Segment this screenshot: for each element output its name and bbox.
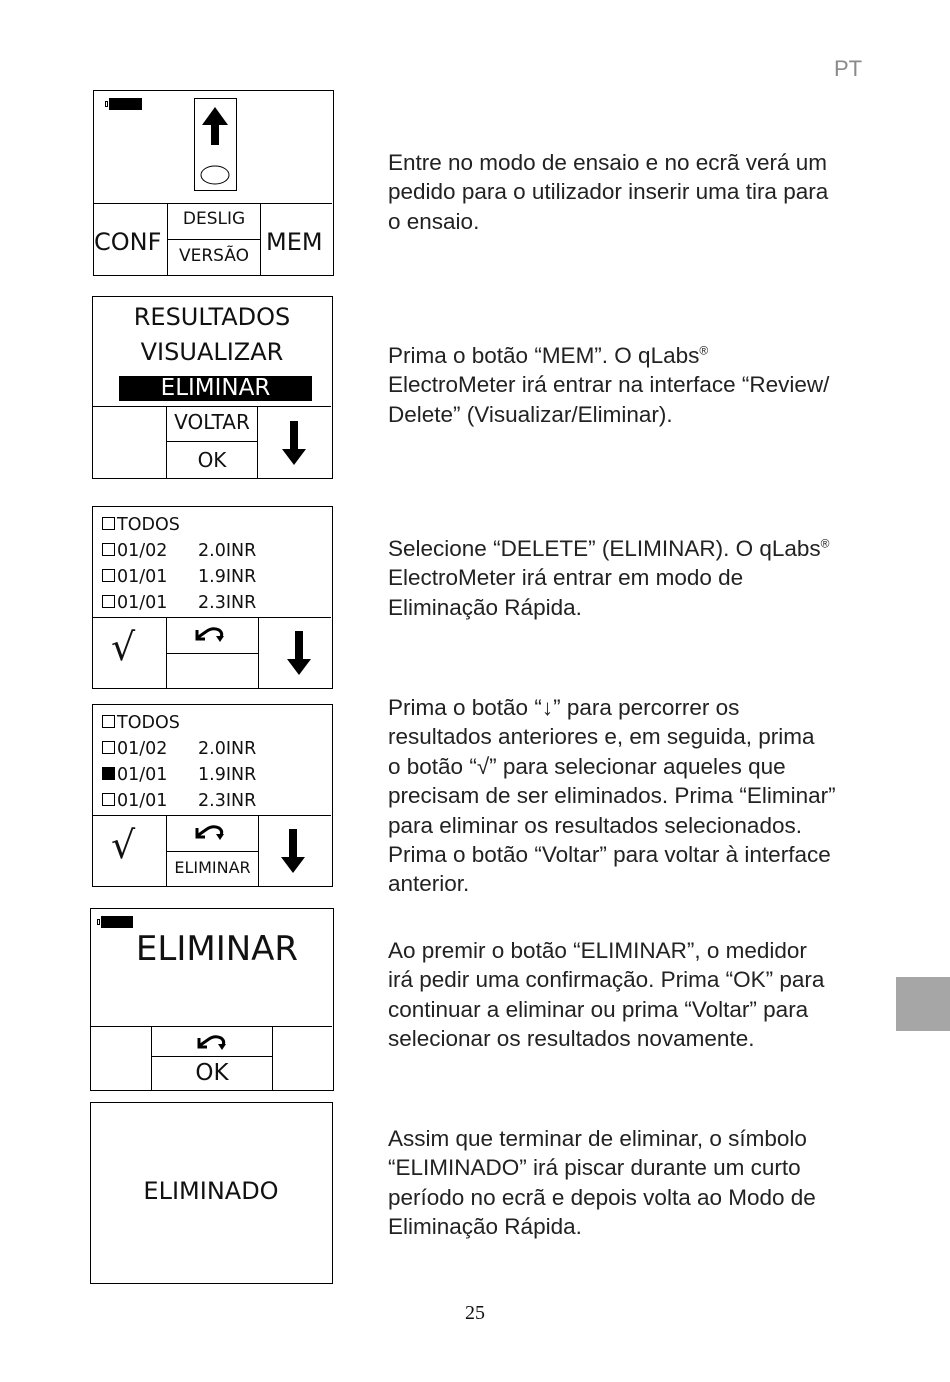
paragraph-5: Ao premir o botão “ELIMINAR”, o medidor irá pedir uma confirmação. Prima “OK” para continuar a eliminar ou prima “Voltar” para selecionar os resultados novamente. — [388, 938, 825, 1052]
deslig-button[interactable]: DESLIG — [182, 209, 246, 229]
paragraph-6: Assim que terminar de eliminar, o símbolo “ELIMINADO” irá piscar durante um curto período no ecrã e depois volta ao Modo de Eliminação Rápida. — [388, 1126, 816, 1240]
meter-screen-confirm-delete — [90, 908, 334, 1091]
language-label: PT — [834, 56, 863, 81]
paragraph-3: Selecione “DELETE” (ELIMINAR). O qLabs® ElectroMeter irá entrar em modo de Eliminação Rápida. — [388, 536, 830, 620]
down-arrow-icon[interactable] — [281, 421, 307, 467]
checkbox[interactable] — [102, 517, 115, 530]
menu-item-eliminar[interactable]: ELIMINAR — [119, 376, 312, 401]
menu-item-visualizar[interactable]: VISUALIZAR — [140, 338, 284, 366]
conf-button[interactable]: CONF — [94, 228, 162, 256]
result-row[interactable]: 01/01 2.3INR — [102, 593, 167, 613]
page-number: 25 — [465, 1302, 485, 1324]
checkbox[interactable] — [102, 595, 115, 608]
checkbox[interactable] — [102, 543, 115, 556]
eliminar-button[interactable]: ELIMINAR — [174, 858, 251, 877]
ok-button[interactable]: OK — [195, 1060, 229, 1086]
check-button[interactable]: √ — [111, 625, 136, 669]
screen-title: ELIMINADO — [143, 1177, 279, 1205]
checkbox[interactable] — [102, 569, 115, 582]
checkbox[interactable] — [102, 715, 115, 728]
check-button[interactable]: √ — [111, 823, 136, 867]
back-arrow-icon[interactable] — [193, 823, 227, 841]
up-arrow-icon — [195, 99, 235, 189]
versao-button[interactable]: VERSÃO — [178, 246, 249, 266]
paragraph-2: Prima o botão “MEM”. O qLabs® ElectroMeter irá entrar na interface “Review/ Delete” (Visualizar/Eliminar). — [388, 343, 830, 427]
mem-button[interactable]: MEM — [266, 228, 323, 256]
result-row-all[interactable]: TODOS — [102, 515, 180, 535]
checkbox-checked[interactable] — [102, 767, 115, 780]
result-row[interactable]: 01/01 2.3INR — [102, 791, 167, 811]
test-strip-icon — [194, 98, 237, 191]
down-arrow-icon[interactable] — [280, 829, 306, 875]
voltar-button[interactable]: VOLTAR — [174, 410, 250, 434]
back-arrow-icon[interactable] — [193, 625, 227, 643]
paragraph-4: Prima o botão “↓” para percorrer os resultados anteriores e, em seguida, prima o botão “√” para selecionar aqueles que precisam de ser eliminados. Prima “Eliminar” para eliminar os resultados selecionados. Prima o botão “Voltar” para voltar à interface anterior. — [388, 695, 836, 897]
screen-title: ELIMINAR — [135, 929, 299, 969]
paragraph-1: Entre no modo de ensaio e no ecrã verá um pedido para o utilizador inserir uma tira para o ensaio. — [388, 150, 829, 234]
meter-screen-deleted — [90, 1102, 333, 1284]
down-arrow-icon[interactable] — [286, 631, 312, 677]
meter-screen-test-mode — [93, 90, 334, 276]
result-row[interactable]: 01/02 2.0INR — [102, 541, 167, 561]
checkbox[interactable] — [102, 741, 115, 754]
result-row[interactable]: 01/02 2.0INR — [102, 739, 167, 759]
section-tab-marker — [896, 977, 950, 1031]
meter-screen-review-delete — [92, 296, 333, 479]
battery-icon — [101, 916, 133, 928]
checkbox[interactable] — [102, 793, 115, 806]
result-row[interactable]: 01/01 1.9INR — [102, 567, 167, 587]
result-row-selected[interactable]: 01/01 1.9INR — [102, 765, 167, 785]
meter-screen-quick-delete-selected — [92, 704, 333, 887]
result-row-all[interactable]: TODOS — [102, 713, 180, 733]
battery-icon — [109, 98, 142, 110]
meter-screen-quick-delete — [92, 506, 333, 689]
ok-button[interactable]: OK — [197, 448, 227, 472]
menu-item-resultados[interactable]: RESULTADOS — [133, 303, 291, 331]
back-arrow-icon[interactable] — [195, 1033, 229, 1051]
